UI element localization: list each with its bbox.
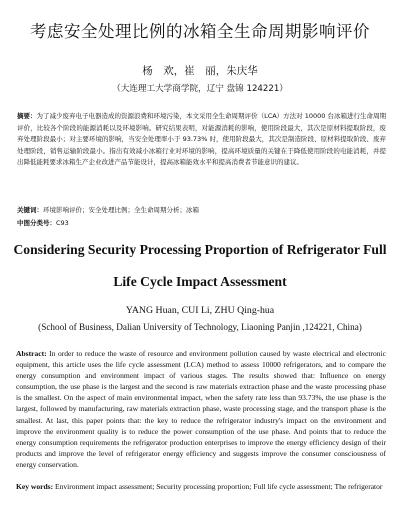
chinese-abstract-label: 摘要：	[17, 112, 37, 120]
chinese-classification-code: C93	[56, 219, 69, 227]
chinese-authors: 杨 欢，崔 丽，朱庆华	[142, 65, 258, 77]
english-affiliation: (School of Business, Dalian University of Technology, Liaoning Panjin ,124221, China)	[38, 322, 362, 332]
chinese-abstract-text: 为了减少废弃电子电器造成的资源浪费和环境污染，本文采用全生命周期评价（LCA）方法对 10000 台冰箱进行生命周期评价，比较各个阶段的能源消耗以及环境影响。研究结果表明，对能源消耗的影响，使用阶段最大，其次是原材料提取阶段，废弃处理阶段最小；对主要环境的影响，当安全处理率小于 93.73% 时，使用阶段最大，其次是制造阶段、原材料提取阶段、废弃处理阶段，销售运输阶段最小。指出有效减小冰箱行业对环境的影响，提高环境质量的关键在于降低使用阶段的电能消耗，并提出降低能耗要求冰箱生产企业改进产品节能设计，提高冰箱能效水平和提高消费者节能意识的建议。	[17, 112, 387, 167]
chinese-keywords-text: 环境影响评价；安全处理比例；全生命周期分析；冰箱	[43, 206, 199, 214]
english-authors: YANG Huan, CUI Li, ZHU Qing-hua	[125, 305, 275, 316]
english-keywords	[16, 481, 386, 492]
english-abstract-label: Abstract:	[16, 349, 47, 358]
english-keywords-text: Environment impact assessment; Security processing proportion; Full life cycle assessment; The refrigerator	[55, 482, 383, 491]
chinese-title: 考虑安全处理比例的冰箱全生命周期影响评价	[30, 22, 370, 41]
english-keywords-label: Key words:	[16, 482, 54, 491]
chinese-keywords	[17, 205, 386, 217]
english-title: Considering Security Processing Proportion of Refrigerator Full Life Cycle Impact Assessment	[13, 242, 387, 289]
english-abstract	[16, 348, 386, 470]
chinese-keywords-label: 关键词：	[17, 206, 43, 214]
english-abstract-text: In order to reduce the waste of resource and environment pollution caused by waste electrical and electronic equipment, this article uses the life cycle assessment (LCA) method to assess 10000 refrigerators, and to compare the energy consumption and environment impact of various stages. The results showed that: Influence on energy consumption, the use phase is the largest and the second is raw materials extraction phase and the waste processing phase is the smallest. On the aspect of main environmental impact, when the safety rate less than 93.73%, the use phase is the largest, followed by manufacturing, raw materials extraction phase, waste processing stage, and the transport phase is the smallest. At last, this paper points that: the key to reduce the refrigerator industry's impact on the environment and improve the environment quality is to reduce the power consumption of the use phase. And points that to reduce the energy consumption requirements the refrigerator production enterprises to improve the energy efficiency design of their products and improve the level of refrigerator energy efficiency and suggests improve the consumer consciousness of energy conservation.	[16, 349, 387, 469]
chinese-classification	[17, 218, 386, 230]
chinese-affiliation: （大连理工大学商学院，辽宁 盘锦 124221）	[112, 84, 288, 94]
chinese-classification-label: 中图分类号：	[17, 219, 56, 227]
chinese-abstract	[17, 111, 386, 169]
